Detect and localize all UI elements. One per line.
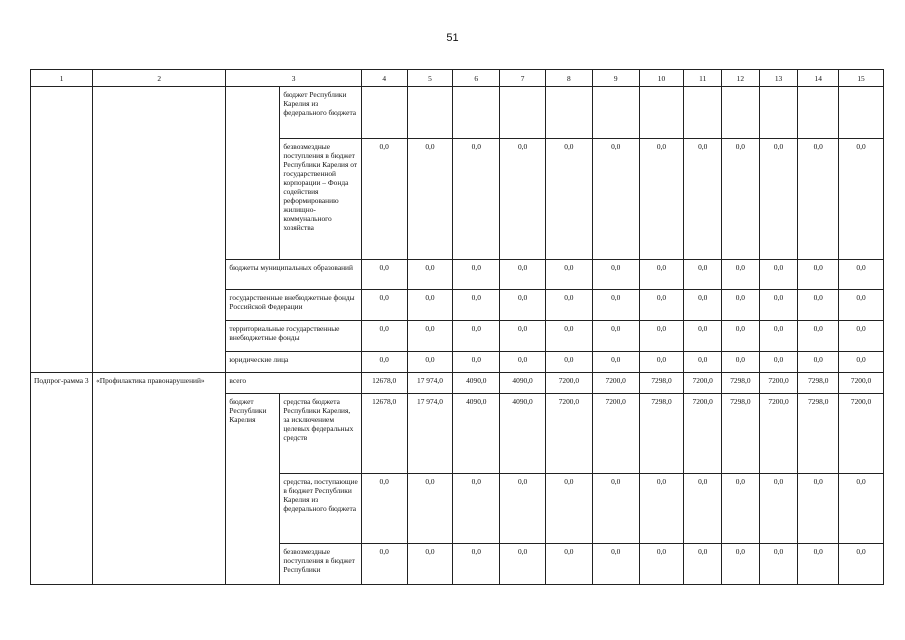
- value-cell: 12678,0: [361, 373, 407, 394]
- header-row: [31, 70, 884, 87]
- value-cell: 12678,0: [361, 394, 407, 474]
- value-cell: 0,0: [407, 260, 453, 290]
- source-group-cell: [226, 87, 280, 260]
- table-row: [31, 87, 884, 139]
- header-cell-11: 11: [684, 70, 722, 87]
- value-cell: 0,0: [839, 260, 884, 290]
- value-cell: 0,0: [545, 544, 592, 585]
- value-cell: 0,0: [592, 139, 639, 260]
- value-cell: 0,0: [361, 139, 407, 260]
- value-cell: [592, 87, 639, 139]
- value-cell: 7298,0: [798, 394, 839, 474]
- value-cell: 0,0: [639, 139, 684, 260]
- value-cell: 0,0: [639, 544, 684, 585]
- funding-subsource-cell: средства, поступающие в бюджет Республики Карелия из федерального бюджета: [280, 474, 361, 544]
- source-group-cell: бюджет Республики Карелия: [226, 394, 280, 585]
- value-cell: 0,0: [639, 290, 684, 321]
- value-cell: 0,0: [839, 290, 884, 321]
- value-cell: 0,0: [453, 321, 500, 352]
- value-cell: 7200,0: [839, 394, 884, 474]
- value-cell: 0,0: [592, 474, 639, 544]
- funding-subsource-cell: средства бюджета Республики Карелия, за исключением целевых федеральных средств: [280, 394, 361, 474]
- value-cell: 0,0: [361, 321, 407, 352]
- value-cell: 0,0: [722, 139, 760, 260]
- value-cell: 0,0: [407, 139, 453, 260]
- header-cell-12: 12: [722, 70, 760, 87]
- value-cell: 0,0: [722, 352, 760, 373]
- value-cell: 0,0: [684, 290, 722, 321]
- value-cell: 4090,0: [500, 373, 546, 394]
- value-cell: 0,0: [453, 139, 500, 260]
- value-cell: 0,0: [407, 474, 453, 544]
- value-cell: 17 974,0: [407, 373, 453, 394]
- value-cell: 4090,0: [453, 394, 500, 474]
- header-cell-14: 14: [798, 70, 839, 87]
- header-cell-2: 2: [93, 70, 226, 87]
- value-cell: 0,0: [545, 290, 592, 321]
- value-cell: 0,0: [592, 290, 639, 321]
- value-cell: 0,0: [500, 139, 546, 260]
- value-cell: 0,0: [722, 321, 760, 352]
- value-cell: 0,0: [639, 474, 684, 544]
- funding-source-cell: юридические лица: [226, 352, 361, 373]
- value-cell: 7298,0: [798, 373, 839, 394]
- value-cell: 0,0: [798, 544, 839, 585]
- value-cell: 0,0: [453, 260, 500, 290]
- value-cell: 17 974,0: [407, 394, 453, 474]
- value-cell: 0,0: [798, 352, 839, 373]
- value-cell: [839, 87, 884, 139]
- value-cell: 0,0: [407, 352, 453, 373]
- value-cell: 0,0: [839, 474, 884, 544]
- value-cell: 0,0: [798, 139, 839, 260]
- value-cell: [759, 87, 798, 139]
- funding-source-cell: территориальные государственные внебюджетные фонды: [226, 321, 361, 352]
- value-cell: 0,0: [500, 544, 546, 585]
- header-cell-3: 3: [226, 70, 361, 87]
- funding-subsource-cell: бюджет Республики Карелия из федерального бюджета: [280, 87, 361, 139]
- value-cell: 0,0: [684, 321, 722, 352]
- value-cell: 0,0: [453, 474, 500, 544]
- value-cell: 0,0: [361, 474, 407, 544]
- value-cell: 0,0: [592, 321, 639, 352]
- header-cell-1: 1: [31, 70, 93, 87]
- value-cell: [722, 87, 760, 139]
- value-cell: 0,0: [500, 321, 546, 352]
- value-cell: 0,0: [361, 260, 407, 290]
- value-cell: 7200,0: [759, 373, 798, 394]
- value-cell: 0,0: [684, 139, 722, 260]
- value-cell: 0,0: [684, 544, 722, 585]
- funding-source-cell: государственные внебюджетные фонды Российской Федерации: [226, 290, 361, 321]
- value-cell: 0,0: [759, 352, 798, 373]
- header-cell-10: 10: [639, 70, 684, 87]
- value-cell: [684, 87, 722, 139]
- value-cell: 0,0: [759, 139, 798, 260]
- value-cell: 0,0: [453, 352, 500, 373]
- funding-subsource-cell: безвозмездные поступления в бюджет Республики Карелия от государственной корпорации – Фонда содействия реформированию жилищно-коммунального хозяйства: [280, 139, 361, 260]
- value-cell: 7200,0: [759, 394, 798, 474]
- value-cell: 7200,0: [684, 373, 722, 394]
- value-cell: [545, 87, 592, 139]
- value-cell: 0,0: [722, 290, 760, 321]
- value-cell: 0,0: [500, 474, 546, 544]
- funding-source-cell: всего: [226, 373, 361, 394]
- funding-subsource-cell: безвозмездные поступления в бюджет Республики: [280, 544, 361, 585]
- value-cell: 0,0: [592, 544, 639, 585]
- value-cell: 0,0: [407, 544, 453, 585]
- value-cell: 0,0: [798, 321, 839, 352]
- value-cell: 7200,0: [545, 373, 592, 394]
- name-cell: [93, 87, 226, 373]
- value-cell: 0,0: [453, 544, 500, 585]
- value-cell: 0,0: [545, 139, 592, 260]
- value-cell: 4090,0: [500, 394, 546, 474]
- value-cell: 0,0: [722, 474, 760, 544]
- value-cell: [361, 87, 407, 139]
- value-cell: 4090,0: [453, 373, 500, 394]
- program-cell: [31, 87, 93, 373]
- value-cell: 7200,0: [592, 373, 639, 394]
- value-cell: 0,0: [684, 352, 722, 373]
- header-cell-7: 7: [500, 70, 546, 87]
- value-cell: 0,0: [759, 544, 798, 585]
- header-cell-13: 13: [759, 70, 798, 87]
- value-cell: 0,0: [798, 474, 839, 544]
- value-cell: 0,0: [639, 352, 684, 373]
- value-cell: [453, 87, 500, 139]
- value-cell: [407, 87, 453, 139]
- table-body: [31, 70, 884, 585]
- value-cell: 0,0: [722, 544, 760, 585]
- header-cell-15: 15: [839, 70, 884, 87]
- value-cell: 0,0: [839, 321, 884, 352]
- value-cell: 7200,0: [684, 394, 722, 474]
- value-cell: 0,0: [500, 290, 546, 321]
- header-cell-4: 4: [361, 70, 407, 87]
- page-number: 51: [446, 32, 459, 44]
- value-cell: 7298,0: [722, 394, 760, 474]
- value-cell: 0,0: [722, 260, 760, 290]
- name-cell: «Профилактика правонарушений»: [93, 373, 226, 585]
- value-cell: 0,0: [500, 260, 546, 290]
- value-cell: 7298,0: [639, 373, 684, 394]
- value-cell: 7200,0: [545, 394, 592, 474]
- value-cell: 0,0: [407, 290, 453, 321]
- header-cell-8: 8: [545, 70, 592, 87]
- value-cell: 0,0: [500, 352, 546, 373]
- value-cell: [798, 87, 839, 139]
- value-cell: 0,0: [759, 321, 798, 352]
- table-row: [31, 373, 884, 394]
- value-cell: 0,0: [545, 474, 592, 544]
- program-cell: Подпрог-рамма 3: [31, 373, 93, 585]
- value-cell: 0,0: [592, 260, 639, 290]
- funding-source-cell: бюджеты муниципальных образований: [226, 260, 361, 290]
- value-cell: 7200,0: [592, 394, 639, 474]
- value-cell: 0,0: [453, 290, 500, 321]
- value-cell: 0,0: [839, 544, 884, 585]
- value-cell: 0,0: [361, 352, 407, 373]
- header-cell-6: 6: [453, 70, 500, 87]
- value-cell: 7298,0: [722, 373, 760, 394]
- value-cell: 7200,0: [839, 373, 884, 394]
- value-cell: 0,0: [545, 260, 592, 290]
- value-cell: 0,0: [592, 352, 639, 373]
- budget-table: [30, 69, 884, 585]
- value-cell: 0,0: [839, 352, 884, 373]
- value-cell: 0,0: [759, 474, 798, 544]
- value-cell: 0,0: [545, 321, 592, 352]
- value-cell: 0,0: [839, 139, 884, 260]
- value-cell: 0,0: [798, 290, 839, 321]
- value-cell: 0,0: [639, 321, 684, 352]
- value-cell: 0,0: [759, 260, 798, 290]
- value-cell: 0,0: [639, 260, 684, 290]
- value-cell: [639, 87, 684, 139]
- value-cell: 0,0: [684, 474, 722, 544]
- value-cell: 0,0: [361, 544, 407, 585]
- value-cell: 0,0: [759, 290, 798, 321]
- value-cell: 0,0: [684, 260, 722, 290]
- value-cell: 0,0: [407, 321, 453, 352]
- value-cell: 0,0: [545, 352, 592, 373]
- value-cell: 0,0: [361, 290, 407, 321]
- value-cell: 0,0: [798, 260, 839, 290]
- header-cell-9: 9: [592, 70, 639, 87]
- value-cell: [500, 87, 546, 139]
- value-cell: 7298,0: [639, 394, 684, 474]
- header-cell-5: 5: [407, 70, 453, 87]
